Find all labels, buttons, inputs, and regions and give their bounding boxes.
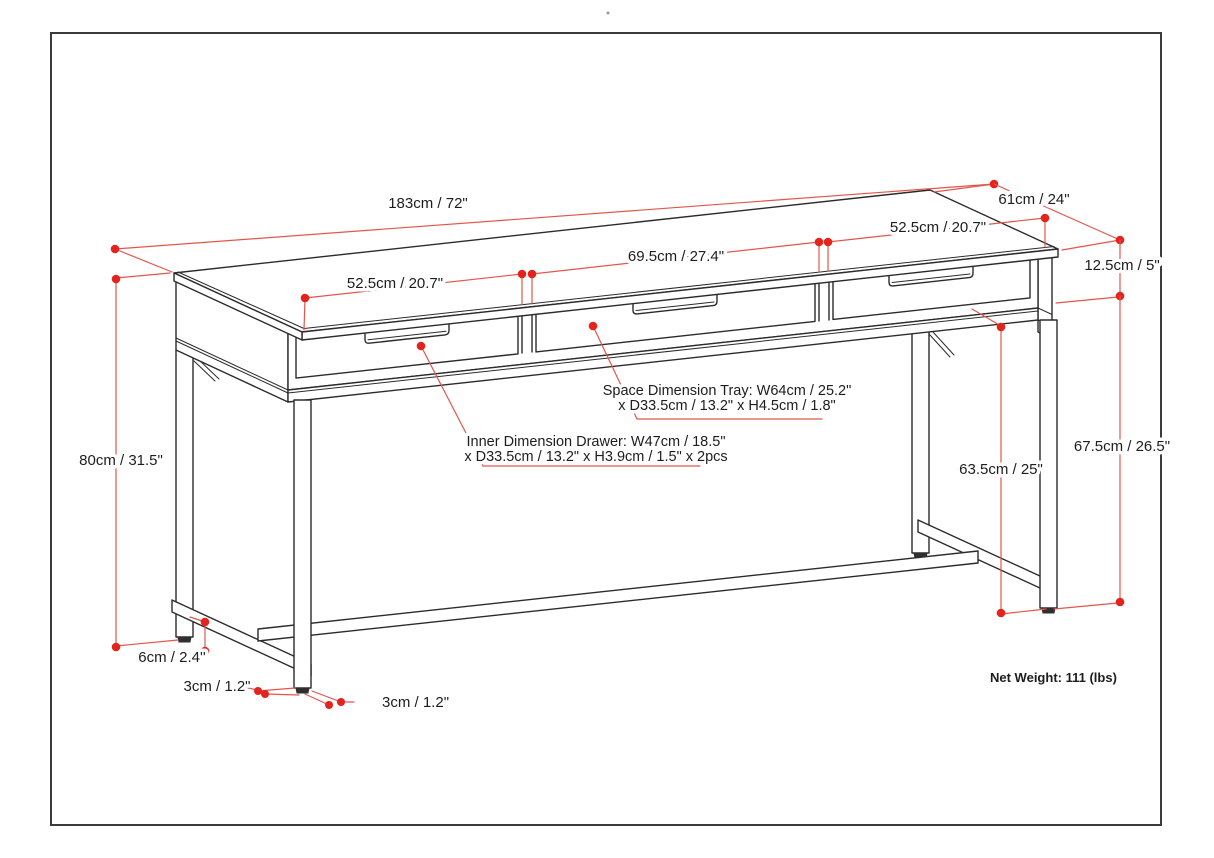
dim-section-right-label: 52.5cm / 20.7"	[889, 219, 987, 236]
dim-leg-width-left	[183, 678, 299, 698]
dimension-dot	[824, 238, 833, 247]
dimension-dot	[1116, 598, 1125, 607]
tray-note-line2: x D33.5cm / 13.2" x H4.5cm / 1.8"	[618, 398, 836, 414]
dimension-dot	[997, 609, 1006, 618]
leg-post	[176, 350, 193, 637]
net-weight-label: Net Weight: 111 (lbs)	[990, 670, 1117, 685]
foot-pad	[178, 637, 191, 642]
dim-leg-width-left-label: 3cm / 1.2"	[183, 678, 251, 695]
dimension-dot	[589, 322, 598, 331]
dim-clearance-outer	[1054, 296, 1170, 609]
dimension-dot	[111, 245, 120, 254]
extension-line	[115, 249, 172, 272]
dimension-dot	[1041, 214, 1050, 223]
dim-clearance-inner-label: 63.5cm / 25"	[959, 461, 1043, 478]
dim-overall-height-label: 80cm / 31.5"	[79, 452, 163, 469]
extension-line	[116, 640, 178, 646]
leader-line	[265, 694, 299, 695]
dimension-dot	[301, 294, 310, 303]
dim-top-box-height-label: 12.5cm / 5"	[1084, 257, 1160, 274]
dimension-dot	[528, 270, 537, 279]
dim-clearance-outer-label: 67.5cm / 26.5"	[1073, 438, 1171, 455]
dimension-dot	[112, 643, 121, 652]
stray-dot	[607, 12, 610, 15]
long-stretcher	[258, 551, 978, 641]
brace-line	[933, 332, 954, 355]
dimension-dot	[261, 690, 269, 698]
drawer-note-line2: x D33.5cm / 13.2" x H3.9cm / 1.5" x 2pcs	[464, 449, 728, 465]
dimension-dot	[325, 701, 333, 709]
foot-pad	[296, 688, 309, 693]
stretcher-bar	[258, 551, 978, 641]
dim-top-box-height	[1056, 240, 1160, 303]
corner-brace-right	[929, 332, 954, 357]
dimension-dot	[815, 238, 824, 247]
dim-leg-width-right	[305, 691, 449, 711]
leader-line	[312, 691, 341, 702]
leg-post	[294, 400, 311, 688]
tray-note-line1: Space Dimension Tray: W64cm / 25.2"	[602, 383, 852, 399]
brace-line	[929, 334, 950, 357]
dim-section-left-label: 52.5cm / 20.7"	[346, 275, 444, 292]
dimension-dot	[201, 618, 210, 627]
leg-back-left	[176, 350, 193, 642]
dimension-dot	[417, 342, 426, 351]
dim-section-middle-label: 69.5cm / 27.4"	[627, 248, 725, 265]
dimension-dot	[518, 270, 527, 279]
dimension-dot	[254, 687, 262, 695]
dim-overall-height	[79, 273, 178, 651]
drawer-note-line1: Inner Dimension Drawer: W47cm / 18.5"	[466, 434, 726, 450]
extension-line	[1056, 297, 1118, 303]
dim-leg-width-right-label: 3cm / 1.2"	[382, 694, 450, 711]
drawing-frame-border	[51, 33, 1161, 825]
dim-stretcher-height-label: 6cm / 2.4''	[138, 649, 206, 666]
extension-line	[1001, 609, 1046, 614]
dimension-dot	[337, 698, 345, 706]
dimension-dot	[997, 323, 1006, 332]
dim-depth-label: 61cm / 24"	[998, 191, 1070, 208]
dimension-dot	[112, 275, 121, 284]
dim-overall-width-label: 183cm / 72"	[388, 195, 468, 212]
leg-front-left	[294, 400, 311, 693]
extension-line	[1054, 603, 1118, 609]
extension-line	[1062, 240, 1120, 250]
extension-line	[116, 273, 170, 278]
